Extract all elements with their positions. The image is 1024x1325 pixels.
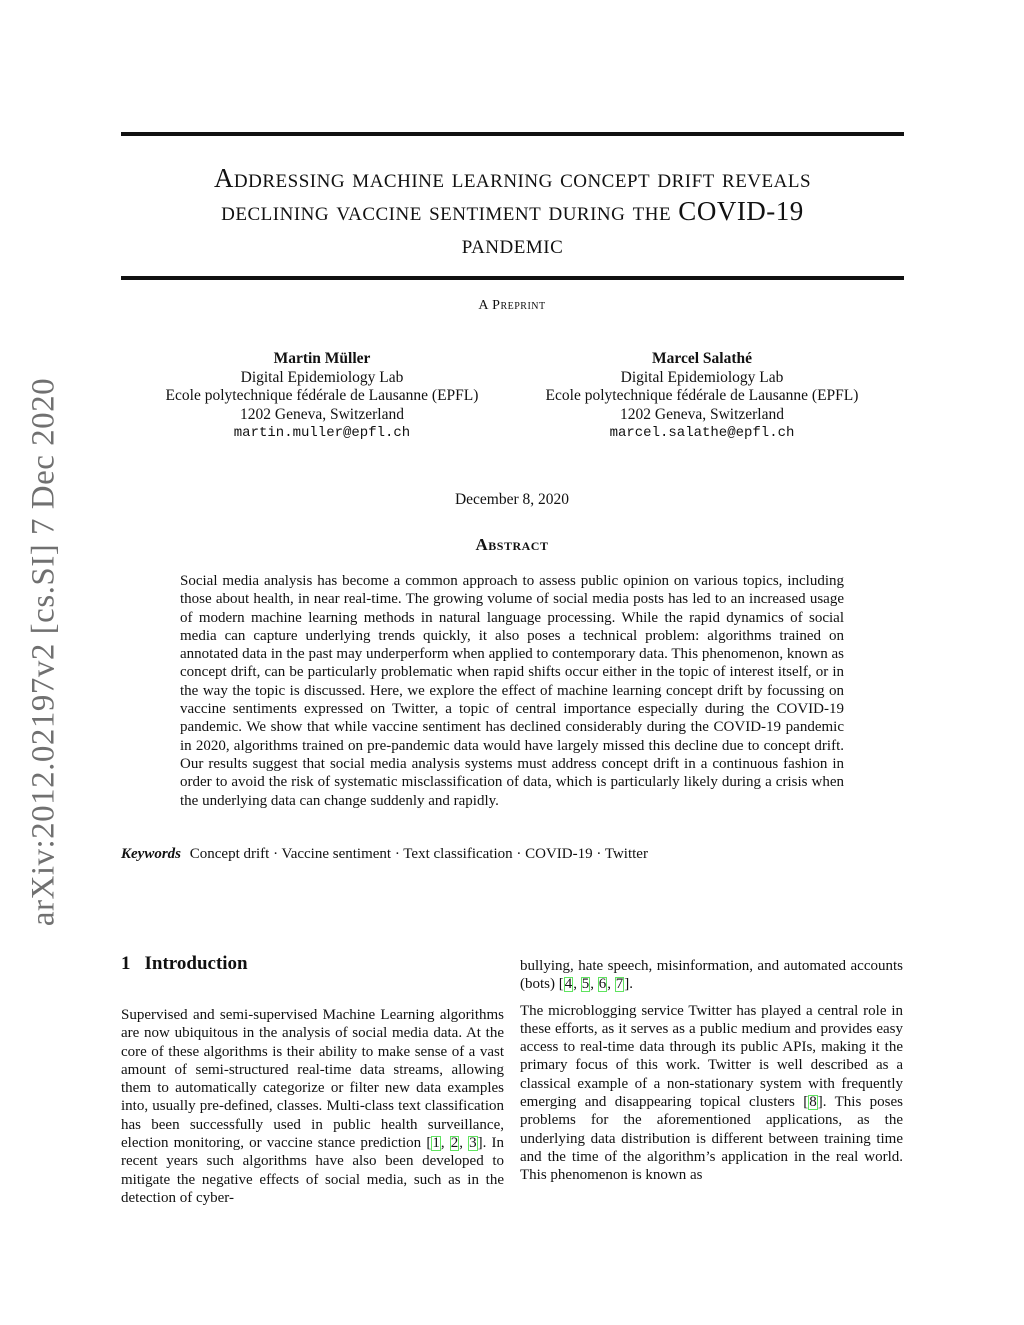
citation-link[interactable]: 8 [809,1094,817,1111]
author-name: Marcel Salathé [651,350,752,367]
citation-link[interactable]: 4 [564,976,573,993]
author-city: 1202 Geneva, Switzerland [240,405,404,423]
paragraph-text: . In recent years such algorithms have also been developed to mitigate the negative effects of social media, such as in the detection of cyber- [121,1135,504,1206]
title-rule-bottom [121,276,904,280]
body-column-left [121,1006,504,1215]
keywords-label: Keywords [121,846,181,862]
keywords-line [121,846,648,863]
body-paragraph: bullying, hate speech, misinformation, and automated accounts (bots) [4, 5, 6, 7]. [520,958,903,993]
paragraph-text: bullying, hate speech, misinformation, and automated accounts (bots) [520,958,903,993]
paragraph-text: . [629,976,633,993]
title-line-1: Addressing machine learning concept drift reveals [213,163,812,193]
author-city: 1202 Geneva, Switzerland [620,405,784,423]
paragraph-text: The microblogging service Twitter has played a central role in these efforts, as it serves as a public medium and provides easy access to real-time data through its public APIs, making it the primary focus of this work. Twitter is well described as a classical example of a non-stationary system with frequently emerging and disappearing topical clusters [520,1002,903,1111]
author-block-2 [512,350,892,443]
section-title: Introduction [144,953,248,974]
author-email[interactable]: martin.muller@epfl.ch [233,425,411,441]
author-lab: Digital Epidemiology Lab [240,368,404,386]
author-email[interactable]: marcel.salathe@epfl.ch [609,425,795,441]
body-paragraph: Supervised and semi-supervised Machine Learning algorithms are now ubiquitous in the analysis of social media data. At the core of these algorithms is their ability to make sense of a vast amount of semi-structured real-time data streams, allowing them to automatically categorize or filter new data examples into, usually pre-defined, classes. Multi-class text classification has been successfully used in public health surveillance, election monitoring, or vaccine stance prediction [1, 2, 3]. In recent years such algorithms have also been developed to mitigate the negative effects of social media, such as in the detection of cyber- [121,1007,504,1206]
body-column-right [520,957,903,1193]
author-institution: Ecole polytechnique fédérale de Lausanne (EPFL) [545,387,859,404]
paragraph-text: . This poses problems for the aforementioned applications, as the underlying data distribution is different between training time and the time of the algorithm’s application in the real world. This phenomenon is known as [520,1094,904,1184]
citation-link[interactable]: 1 [432,1135,440,1152]
citation-link[interactable]: 6 [598,976,607,993]
citation-link[interactable]: 7 [615,976,624,993]
paper-title [121,162,904,261]
citation-link[interactable]: 3 [469,1135,477,1152]
title-line-3: pandemic [461,229,564,259]
author-name: Martin Müller [273,350,371,367]
author-institution: Ecole polytechnique fédérale de Lausanne (EPFL) [165,387,479,404]
title-rule-top [121,132,904,136]
arxiv-identifier[interactable]: arXiv:2012.02197v2 [cs.SI] 7 Dec 2020 [25,377,62,927]
citation-link[interactable]: 2 [450,1135,459,1152]
abstract-heading: Abstract [475,535,549,554]
paragraph-text: Supervised and semi-supervised Machine Learning algorithms are now ubiquitous in the analysis of social media data. At the core of these algorithms is their ability to make sense of a vast amount of semi-structured real-time data streams, allowing them to automatically categorize or filter new data examples into, usually pre-defined, classes. Multi-class text classification has been successfully used in public health surveillance, election monitoring, or vaccine stance prediction [121,1007,504,1152]
author-lab: Digital Epidemiology Lab [620,368,784,386]
section-heading [121,953,248,975]
keywords-text: Concept drift · Vaccine sentiment · Text classification · COVID-19 · Twitter [189,846,648,862]
publication-date: December 8, 2020 [454,491,570,508]
title-line-2: declining vaccine sentiment during the COVID-19 [221,196,804,226]
citation-link[interactable]: 5 [581,976,590,993]
body-paragraph: The microblogging service Twitter has played a central role in these efforts, as it serves as a public medium and provides easy access to real-time data through its public APIs, making it the primary focus of this work. Twitter is well described as a classical example of a non-stationary system with frequently emerging and disappearing topical clusters [8]. This poses problems for the aforementioned applications, as the underlying data distribution is different between training time and the time of the algorithm’s application in the real world. This phenomenon is known as [520,1002,904,1184]
section-number: 1 [121,953,131,974]
abstract-text: Social media analysis has become a common approach to assess public opinion on various topics, including those about health, in near real-time. The growing volume of social media posts has led to an increased usage of modern machine learning methods in natural language processing. While the rapid dynamics of social media can capture underlying trends quickly, it also poses a technical problem: algorithms trained on annotated data in the past may underperform when applied to contemporary data. This phenomenon, known as concept drift, can be particularly problematic when rapid shifts occur either in the topic of interest itself, or in the way the topic is discussed. Here, we explore the effect of machine learning concept drift by focussing on vaccine sentiments expressed on Twitter, a topic of central importance especially during the COVID-19 pandemic. We show that while vaccine sentiment has declined considerably during the COVID-19 pandemic in 2020, algorithms trained on pre-pandemic data would have largely missed this decline due to concept drift. Our results suggest that social media analysis systems must address concept drift in a continuous fashion in order to avoid the risk of systematic misclassification of data, which is particularly likely during a crisis when the underlying data can change suddenly and rapidly. [180,573,844,809]
preprint-label: A Preprint [478,298,546,313]
author-block-1 [132,350,512,443]
